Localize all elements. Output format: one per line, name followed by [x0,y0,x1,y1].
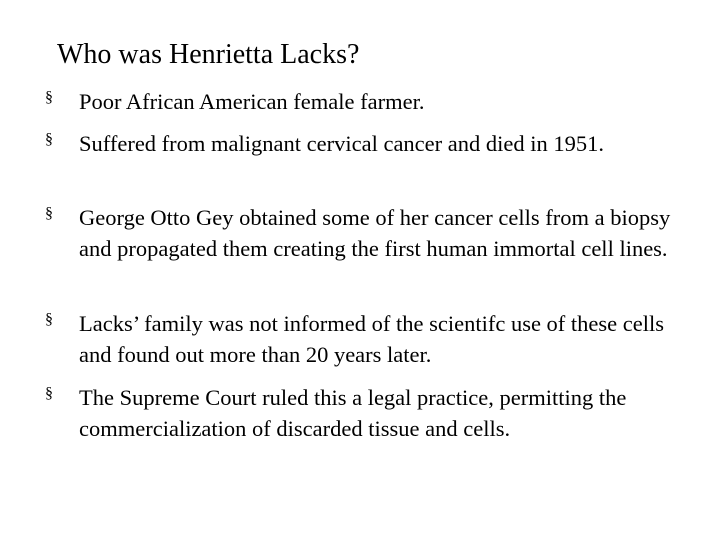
bullet-text: Poor African American female farmer. [79,89,425,114]
bullet-marker-icon: § [45,89,53,106]
bullet-marker-icon: § [45,311,53,328]
bullet-marker-icon: § [45,131,53,148]
bullet-text: Suffered from malignant cervical cancer and died in 1951. [79,131,605,156]
slide-title: Who was Henrietta Lacks? [57,39,360,70]
bullet-text: The Supreme Court ruled this a legal practice, permitting the commercialization of discarded tissue and cells. [79,385,627,441]
bullet-text: Lacks’ family was not informed of the scientifc use of these cells and found out more than 20 years later. [79,311,665,367]
bullet-text: George Otto Gey obtained some of her cancer cells from a biopsy and propagated them creating the first human immortal cell lines. [79,205,671,261]
bullet-marker-icon: § [45,385,53,402]
bullet-marker-icon: § [45,205,53,222]
